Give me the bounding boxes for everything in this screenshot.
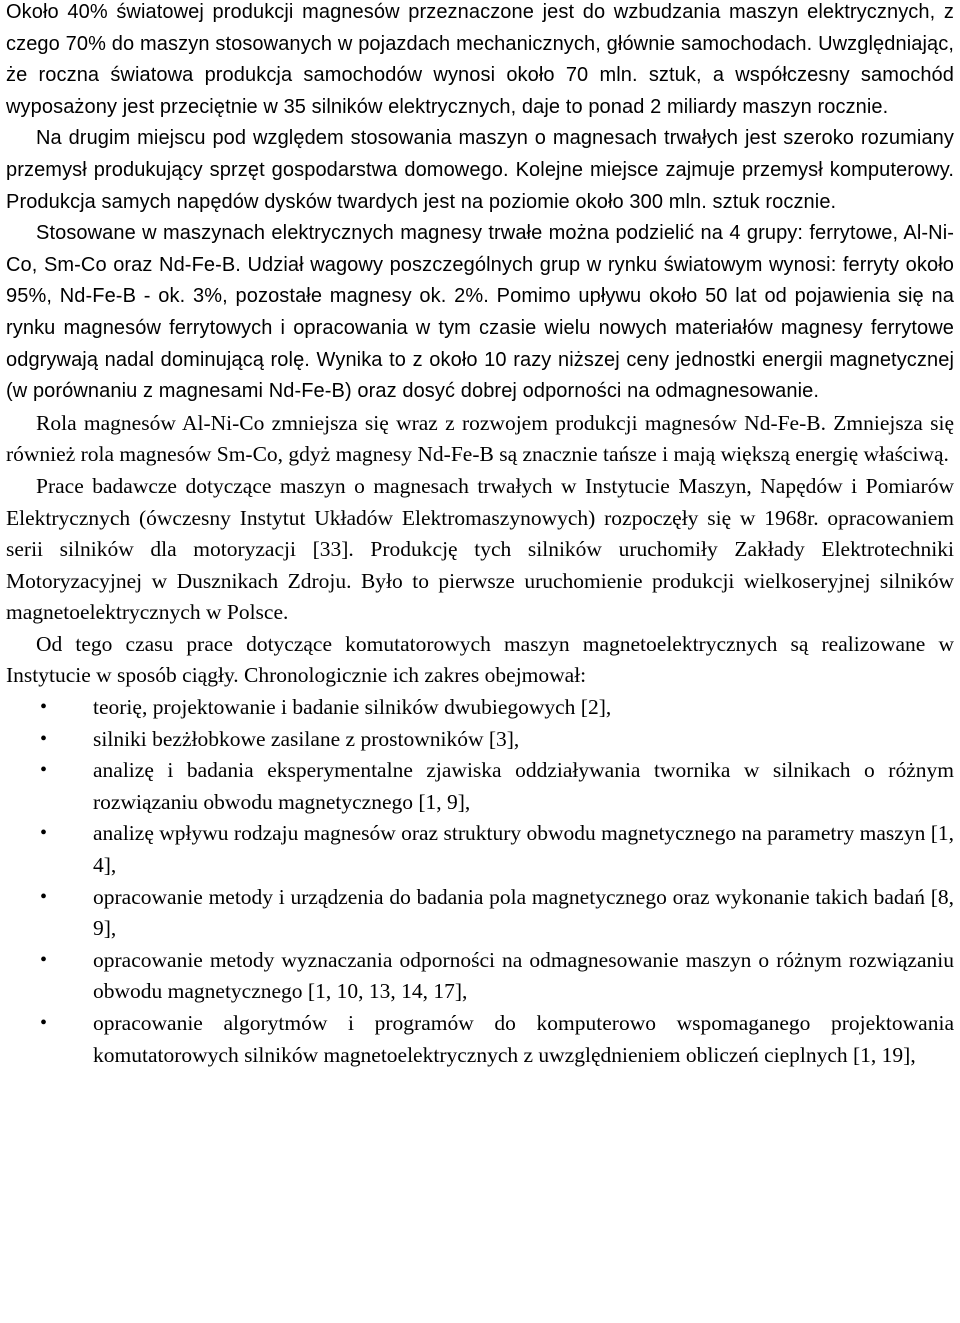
bullet-icon: • (40, 759, 48, 782)
list-item-text: opracowanie algorytmów i programów do komputerowo wspomaganego projektowania komutatorowych silników magnetoelektrycznych z uwzględnieniem obliczeń cieplnych [1, 19], (93, 1011, 954, 1067)
list-item-text: teorię, projektowanie i badanie silników dwubiegowych [2], (93, 695, 612, 720)
list-item (6, 882, 954, 945)
document-body (6, 0, 954, 1071)
paragraph-research-scope: Od tego czasu prace dotyczące komutatorowych maszyn magnetoelektrycznych są realizowane w Instytucie w sposób ciągły. Chronologicznie ich zakres obejmował: (6, 631, 954, 688)
bullet-icon: • (40, 696, 48, 719)
list-item-text: opracowanie metody wyznaczania odporności na odmagnesowanie maszyn o różnym rozwiązaniu obwodu magnetycznego [1, 10, 13, 14, 17], (93, 947, 954, 1004)
list-item-text: silniki bezżłobkowe zasilane z prostowników [3], (93, 726, 520, 751)
paragraph-magnet-groups: Stosowane w maszynach elektrycznych magnesy trwałe można podzielić na 4 grupy: ferrytowe, Al-Ni-Co, Sm-Co oraz Nd-Fe-B. Udział wagowy poszczególnych grup w rynku światowym wynosi: ferryty około 95%, Nd-Fe-B - ok. 3%, pozostałe magnesy ok. 2%. Pomimo upływu około 50 lat od pojawienia się na rynku magnesów ferrytowych i opracowania w tym czasie wielu nowych materiałów magnesy ferrytowe odgrywają nadal dominującą rolę. Wynika to z około 10 razy niższej ceny jednostki energii magnetycznej (w porównaniu z magnesami Nd-Fe-B) oraz dosyć dobrej odporności na odmagnesowanie. (6, 222, 954, 403)
bullet-icon: • (40, 727, 48, 750)
list-item (6, 945, 954, 1008)
bullet-icon: • (40, 822, 48, 845)
paragraph-research-history: Prace badawcze dotyczące maszyn o magnesach trwałych w Instytucie Maszyn, Napędów i Pomiarów Elektrycznych (ówczesny Instytut Układów Elektromaszynowych) rozpoczęły się w 1968r. opracowaniem serii silników dla motoryzacji [33]. Produkcję tych silników uruchomiły Zakłady Elektrotechniki Motoryzacyjnej w Dusznikach Zdroju. Było to pierwsze uruchomienie produkcji wielkoseryjnej silników magnetoelektrycznych w Polsce. (6, 473, 954, 625)
list-item-text: analizę i badania eksperymentalne zjawiska oddziaływania twornika w silnikach o różnym rozwiązaniu obwodu magnetycznego [1, 9], (93, 758, 954, 814)
list-item (6, 818, 954, 881)
list-item (6, 755, 954, 818)
bullet-icon: • (40, 948, 48, 971)
list-item (6, 692, 954, 724)
list-item (6, 724, 954, 756)
paragraph-alnico-role: Rola magnesów Al-Ni-Co zmniejsza się wraz z rozwojem produkcji magnesów Nd-Fe-B. Zmniejsza się również rola magnesów Sm-Co, gdyż magnesy Nd-Fe-B są znacznie tańsze i mają większą energię właściwą. (6, 410, 954, 467)
list-item-text: analizę wpływu rodzaju magnesów oraz struktury obwodu magnetycznego na parametry maszyn [1, 4], (93, 821, 954, 878)
paragraph-household-industry: Na drugim miejscu pod względem stosowania maszyn o magnesach trwałych jest szeroko rozumiany przemysł produkujący sprzęt gospodarstwa domowego. Kolejne miejsce zajmuje przemysł komputerowy. Produkcja samych napędów dysków twardych jest na poziomie około 300 mln. sztuk rocznie. (6, 127, 954, 213)
paragraph-global-production: Około 40% światowej produkcji magnesów przeznaczone jest do wzbudzania maszyn elektrycznych, z czego 70% do maszyn stosowanych w pojazdach mechanicznych, głównie samochodach. Uwzględniając, że roczna światowa produkcja samochodów wynosi około 70 mln. sztuk, a współczesny samochód wyposażony jest przeciętnie w 35 silników elektrycznych, daje to ponad 2 miliardy maszyn rocznie. (6, 1, 954, 118)
bullet-icon: • (40, 885, 48, 908)
research-scope-list (6, 692, 954, 1071)
bullet-icon: • (40, 1012, 48, 1034)
list-item (6, 1008, 954, 1071)
list-item-text: opracowanie metody i urządzenia do badania pola magnetycznego oraz wykonanie takich badań [8, 9], (93, 884, 954, 941)
